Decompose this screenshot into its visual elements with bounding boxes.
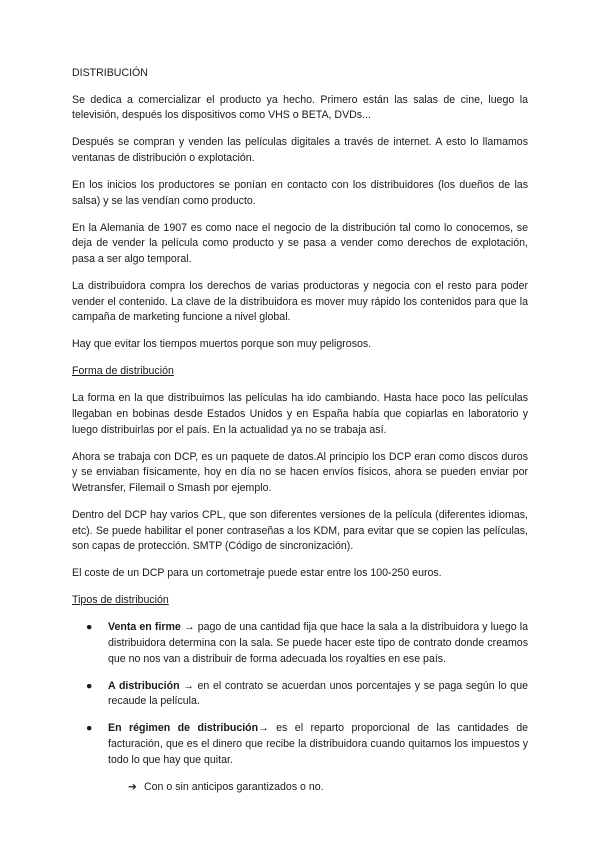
list-item: [72, 679, 528, 710]
list-item-text: → es el reparto proporcional de las cantidades de facturación, que es el dinero que recibe la distribuidora cuando quitamos los impuestos y todo lo que hay que quitar.: [108, 722, 529, 766]
paragraph: Se dedica a comercializar el producto ya hecho. Primero están las salas de cine, luego la televisión, después los dispositivos como VHS o BETA, DVDs...: [72, 93, 528, 122]
paragraph: Ahora se trabaja con DCP, es un paquete de datos.Al principio los DCP eran como discos duros y se enviaban físicamente, hoy en día no se hacen envíos físicos, ahora se pueden enviar por Wetransfer, Filemail o Smash por ejemplo.: [72, 450, 528, 494]
paragraph: En la Alemania de 1907 es como nace el negocio de la distribución tal como lo conocemos, se deja de vender la película como producto y se pasa a vender como derechos de explotación, pasa a ser algo temporal.: [72, 221, 528, 265]
paragraph: El coste de un DCP para un cortometraje puede estar entre los 100-250 euros.: [72, 567, 442, 580]
list-item-term: En régimen de distribución: [108, 722, 259, 735]
arrow-icon: ➔: [128, 780, 137, 793]
bullet-list: [72, 620, 528, 768]
list-item: [72, 721, 528, 768]
section-heading-tipos: Tipos de distribución: [72, 594, 169, 607]
bullet-icon: ●: [86, 679, 93, 692]
paragraph: Hay que evitar los tiempos muertos porque son muy peligrosos.: [72, 338, 372, 351]
list-item-term: A distribución: [108, 679, 180, 692]
paragraph: Dentro del DCP hay varios CPL, que son diferentes versiones de la película (diferentes idiomas, etc). Se puede habilitar el poner contraseñas a los KDM, para evitar que se copien las películas, son capas de protección. SMTP (Código de sincronización).: [72, 508, 528, 553]
section-heading-forma: Forma de distribución: [72, 365, 174, 378]
paragraph: Después se compran y venden las películas digitales a través de internet. A esto lo llamamos ventanas de distribución o explotación.: [72, 136, 528, 164]
paragraph: La distribuidora compra los derechos de varias productoras y negocia con el resto para poder vender el contenido. La clave de la distribuidora es mover muy rápido los contenidos para que la campaña de marketing funcione a nivel global.: [72, 279, 528, 324]
list-item: [72, 620, 528, 667]
sub-list-item-text: Con o sin anticipos garantizados o no.: [144, 780, 324, 793]
paragraph: En los inicios los productores se ponían en contacto con los distribuidores (los dueños de las salsa) y se las vendían como producto.: [72, 178, 528, 207]
sub-list-item: [72, 780, 528, 796]
bullet-icon: ●: [86, 621, 93, 634]
list-item-text: → en el contrato se acuerdan unos porcentajes y se paga según lo que recaude la película.: [108, 679, 528, 708]
list-item-term: Venta en firme: [108, 621, 181, 634]
paragraph: La forma en la que distribuimos las películas ha ido cambiando. Hasta hace poco las películas llegaban en bobinas desde Estados Unidos y en España había que copiarlas en laboratorio y luego distribuirlas por el país. En la actualidad ya no se trabaja así.: [72, 392, 528, 436]
bullet-icon: ●: [86, 722, 93, 735]
document-title: DISTRIBUCIÓN: [72, 67, 148, 79]
list-item-text: → pago de una cantidad fija que hace la sala a la distribuidora y luego la distribuidora determina con la sala. Se puede hacer este tipo de contrato donde creamos que no nos van a distribuir de forma adecuada los royalties en ese país.: [108, 621, 528, 665]
